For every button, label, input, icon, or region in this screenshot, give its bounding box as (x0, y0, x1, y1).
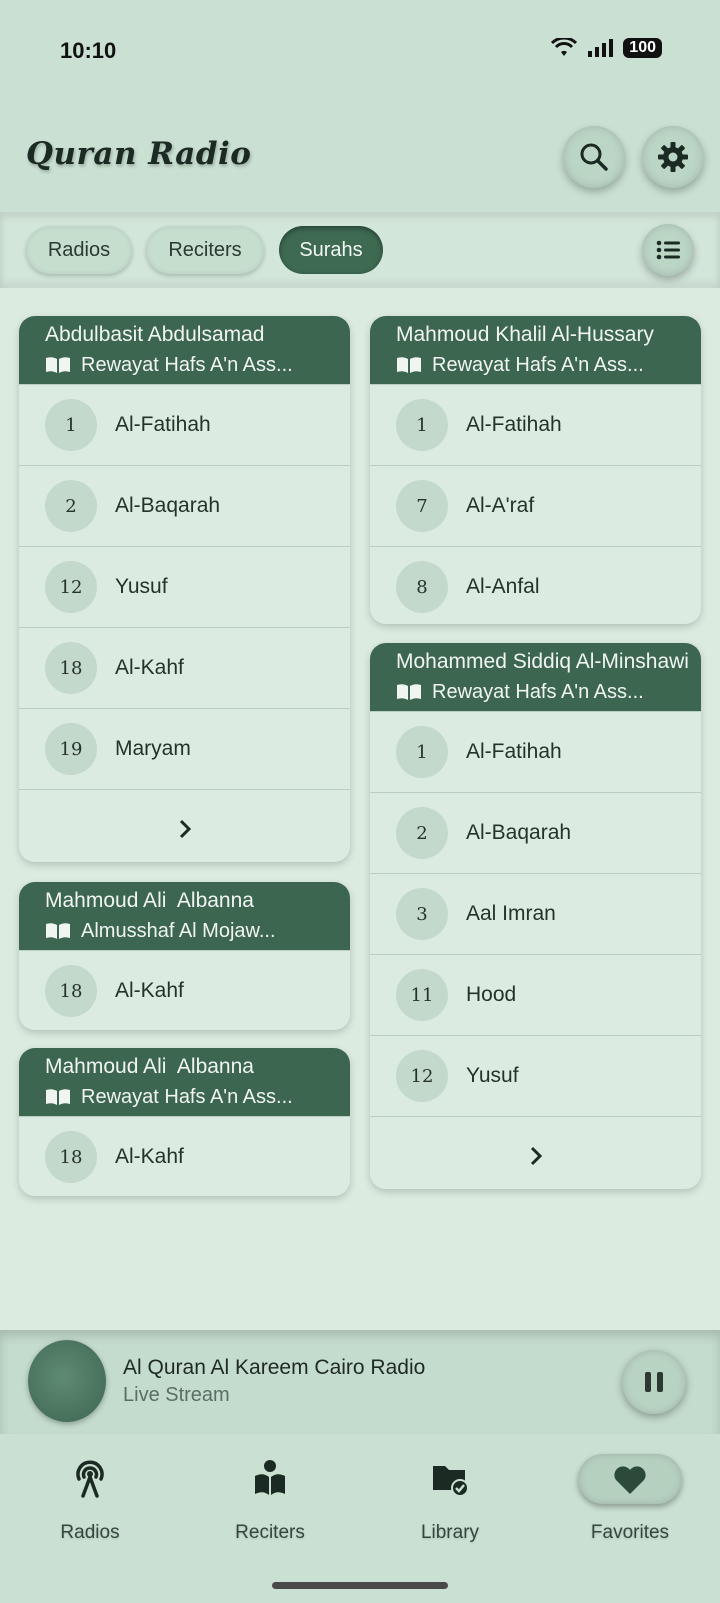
nav-radios[interactable] (0, 1434, 180, 1564)
surah-number: 19 (45, 723, 97, 775)
surah-name: Al-Kahf (115, 979, 184, 1002)
nav-label: Reciters (235, 1522, 305, 1543)
surah-row[interactable] (19, 950, 350, 1030)
tab-reciters[interactable]: Reciters (146, 226, 264, 274)
surah-name: Al-Baqarah (115, 494, 221, 517)
reciter-card (19, 882, 350, 1030)
surah-number: 12 (45, 561, 97, 613)
surah-number: 18 (45, 1131, 97, 1183)
surah-row[interactable] (370, 465, 701, 546)
surah-name: Maryam (115, 737, 191, 760)
surah-name: Al-A'raf (466, 494, 535, 517)
riwaya-label: Rewayat Hafs A'n Ass... (81, 1086, 293, 1108)
reciter-card (370, 643, 701, 1189)
tab-surahs[interactable]: Surahs (279, 226, 383, 274)
now-playing-subtitle: Live Stream (123, 1384, 230, 1406)
reciter-name: Mahmoud Khalil Al-Hussary (396, 323, 654, 346)
riwaya-line (45, 1082, 350, 1112)
tab-radios[interactable]: Radios (26, 226, 132, 274)
surah-number: 11 (396, 969, 448, 1021)
surah-number: 8 (396, 561, 448, 613)
pause-button[interactable] (622, 1350, 686, 1414)
surah-row[interactable] (19, 1116, 350, 1196)
gear-icon (657, 141, 689, 173)
open-book-icon (396, 683, 422, 701)
card-header[interactable] (19, 1048, 350, 1116)
status-bar (0, 0, 720, 100)
open-book-icon (396, 356, 422, 374)
reader-book-icon (252, 1458, 288, 1498)
reciter-card (19, 316, 350, 862)
riwaya-line (396, 677, 701, 707)
surah-row[interactable] (370, 711, 701, 792)
surah-number: 1 (45, 399, 97, 451)
settings-button[interactable] (642, 126, 704, 188)
home-indicator[interactable] (272, 1582, 448, 1589)
battery-indicator: 100 (623, 38, 662, 58)
pause-icon (643, 1370, 665, 1394)
surah-row[interactable] (19, 546, 350, 627)
surah-name: Aal Imran (466, 902, 556, 925)
surah-name: Yusuf (466, 1064, 519, 1087)
radio-tower-icon (70, 1458, 110, 1498)
reciter-card (370, 316, 701, 624)
search-button[interactable] (563, 126, 625, 188)
riwaya-label: Rewayat Hafs A'n Ass... (432, 681, 644, 703)
signal-icon (587, 38, 613, 58)
nav-favorites[interactable] (540, 1434, 720, 1564)
surah-number: 7 (396, 480, 448, 532)
reciter-card (19, 1048, 350, 1196)
reciter-name: Mohammed Siddiq Al-Minshawi (396, 650, 689, 673)
open-book-icon (45, 922, 71, 940)
nav-label: Library (420, 1522, 480, 1543)
now-playing-title: Al Quran Al Kareem Cairo Radio (123, 1356, 426, 1379)
show-more-button[interactable] (370, 1116, 701, 1189)
surah-name: Al-Anfal (466, 575, 540, 598)
surah-row[interactable] (370, 954, 701, 1035)
surah-row[interactable] (370, 792, 701, 873)
surah-row[interactable] (370, 384, 701, 465)
status-icons (551, 38, 662, 58)
riwaya-label: Rewayat Hafs A'n Ass... (81, 354, 293, 376)
folder-check-icon (430, 1458, 470, 1498)
bottom-navigation (0, 1434, 720, 1603)
riwaya-line (45, 916, 350, 946)
surah-row[interactable] (19, 627, 350, 708)
surah-number: 1 (396, 726, 448, 778)
riwaya-line (396, 350, 701, 380)
surah-number: 1 (396, 399, 448, 451)
surah-name: Yusuf (115, 575, 168, 598)
reciter-name: Mahmoud Ali Albanna (45, 1055, 254, 1078)
surah-name: Al-Kahf (115, 656, 184, 679)
status-time: 10:10 (60, 38, 117, 63)
now-playing-bar[interactable] (0, 1330, 720, 1434)
reciter-name: Abdulbasit Abdulsamad (45, 323, 265, 346)
surah-row[interactable] (370, 546, 701, 624)
nav-label: Favorites (590, 1522, 670, 1543)
open-book-icon (45, 1088, 71, 1106)
surah-number: 12 (396, 1050, 448, 1102)
search-icon (579, 142, 609, 172)
riwaya-line (45, 350, 350, 380)
surah-number: 2 (396, 807, 448, 859)
category-tabs (0, 212, 720, 288)
card-header[interactable] (370, 643, 701, 711)
heart-icon (612, 1464, 648, 1496)
surah-number: 3 (396, 888, 448, 940)
surah-row[interactable] (370, 1035, 701, 1116)
surah-name: Al-Fatihah (466, 740, 562, 763)
app-header (0, 100, 720, 212)
show-more-button[interactable] (19, 789, 350, 862)
riwaya-label: Almusshaf Al Mojaw... (81, 920, 276, 942)
chevron-right-icon (178, 819, 192, 839)
surah-name: Al-Fatihah (466, 413, 562, 436)
surah-name: Al-Fatihah (115, 413, 211, 436)
surah-row[interactable] (19, 465, 350, 546)
card-header[interactable] (370, 316, 701, 384)
surah-name: Hood (466, 983, 517, 1006)
surah-row[interactable] (370, 873, 701, 954)
card-header[interactable] (19, 882, 350, 950)
surah-name: Al-Baqarah (466, 821, 572, 844)
surah-name: Al-Kahf (115, 1145, 184, 1168)
nav-label: Radios (60, 1522, 120, 1543)
list-icon (656, 240, 680, 260)
nav-reciters[interactable] (180, 1434, 360, 1564)
surah-number: 18 (45, 642, 97, 694)
surah-number: 18 (45, 965, 97, 1017)
open-book-icon (45, 356, 71, 374)
surah-number: 2 (45, 480, 97, 532)
wifi-icon (551, 38, 577, 58)
surah-row[interactable] (19, 384, 350, 465)
chevron-right-icon (529, 1146, 543, 1166)
reciter-name: Mahmoud Ali Albanna (45, 889, 254, 912)
station-artwork (28, 1340, 106, 1422)
riwaya-label: Rewayat Hafs A'n Ass... (432, 354, 644, 376)
app-title: Quran Radio (26, 136, 252, 172)
list-view-button[interactable] (642, 224, 694, 276)
card-header[interactable] (19, 316, 350, 384)
nav-library[interactable] (360, 1434, 540, 1564)
surah-row[interactable] (19, 708, 350, 789)
